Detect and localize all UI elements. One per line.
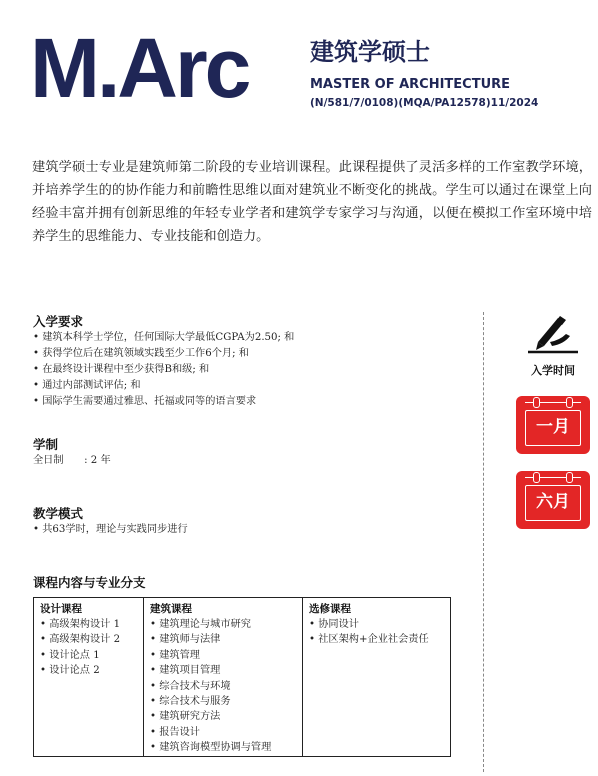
teaching-mode-list bbox=[33, 522, 188, 538]
intake-month-january: 一月 bbox=[525, 410, 581, 446]
course-list bbox=[150, 617, 296, 756]
course-column-elective bbox=[303, 598, 451, 757]
duration-section bbox=[33, 437, 111, 469]
calendar-icon bbox=[516, 396, 590, 454]
list-item: • 综合技术与环境 bbox=[150, 679, 296, 694]
list-item: • 建筑研究方法 bbox=[150, 709, 296, 724]
calendar-icon bbox=[516, 471, 590, 529]
course-list bbox=[40, 617, 137, 679]
list-item: • 通过内部测试评估; 和 bbox=[33, 378, 294, 394]
course-column-title: 设计课程 bbox=[40, 603, 82, 615]
list-item: • 综合技术与服务 bbox=[150, 694, 296, 709]
entry-requirements-list bbox=[33, 330, 294, 410]
pen-signature-icon bbox=[520, 312, 586, 356]
accreditation-code: (N/581/7/0108)(MQA/PA12578)11/2024 bbox=[310, 97, 539, 109]
list-item: • 获得学位后在建筑领域实践至少工作6个月; 和 bbox=[33, 346, 294, 362]
program-title-en: MASTER OF ARCHITECTURE bbox=[310, 77, 511, 92]
duration-mode: 全日制 bbox=[33, 455, 64, 466]
duration-row bbox=[33, 453, 111, 469]
list-item: • 设计论点 2 bbox=[40, 663, 137, 678]
entry-requirements-heading: 入学要求 bbox=[33, 314, 84, 329]
list-item: • 在最终设计课程中至少获得B和级; 和 bbox=[33, 362, 294, 378]
teaching-mode-section bbox=[33, 506, 188, 538]
list-item: • 设计论点 1 bbox=[40, 648, 137, 663]
list-item: • 建筑咨询模型协调与管理 bbox=[150, 740, 296, 755]
course-column-design bbox=[34, 598, 144, 757]
courses-heading: 课程内容与专业分支 bbox=[33, 575, 146, 590]
list-item: • 共63学时，理论与实践同步进行 bbox=[33, 522, 188, 538]
duration-value: : 2 年 bbox=[84, 455, 111, 466]
list-item: • 高级架构设计 1 bbox=[40, 617, 137, 632]
program-title-zh: 建筑学硕士 bbox=[310, 38, 430, 66]
list-item: • 国际学生需要通过雅思、托福或同等的语言要求 bbox=[33, 394, 294, 410]
course-column-title: 建筑课程 bbox=[150, 603, 192, 615]
entry-requirements-section bbox=[33, 314, 294, 410]
duration-heading: 学制 bbox=[33, 437, 59, 452]
program-logo: M.Arc bbox=[30, 21, 249, 115]
column-divider bbox=[483, 312, 484, 772]
course-list bbox=[309, 617, 444, 648]
list-item: • 建筑师与法律 bbox=[150, 632, 296, 647]
list-item: • 高级架构设计 2 bbox=[40, 632, 137, 647]
list-item: • 建筑本科学士学位，任何国际大学最低CGPA为2.50; 和 bbox=[33, 330, 294, 346]
course-table bbox=[33, 597, 451, 757]
list-item: • 社区架构+企业社会责任 bbox=[309, 632, 444, 647]
intake-month-june: 六月 bbox=[525, 485, 581, 521]
list-item: • 协同设计 bbox=[309, 617, 444, 632]
intro-paragraph: 建筑学硕士专业是建筑师第二阶段的专业培训课程。此课程提供了灵活多样的工作室教学环境，并培养学生的的协作能力和前瞻性思维以面对建筑业不断变化的挑战。学生可以通过在课堂上向经验丰富并拥有创新思维的年轻专业学者和建筑学专家学习与沟通，以便在模拟工作室环境中培养学生的思维能力、专业技能和创造力。 bbox=[32, 160, 592, 244]
teaching-mode-heading: 教学模式 bbox=[33, 506, 84, 521]
list-item: • 报告设计 bbox=[150, 725, 296, 740]
course-column-title: 选修课程 bbox=[309, 603, 351, 615]
list-item: • 建筑项目管理 bbox=[150, 663, 296, 678]
list-item: • 建筑管理 bbox=[150, 648, 296, 663]
list-item: • 建筑理论与城市研究 bbox=[150, 617, 296, 632]
course-column-architecture bbox=[144, 598, 303, 757]
intake-label: 入学时间 bbox=[531, 364, 575, 377]
